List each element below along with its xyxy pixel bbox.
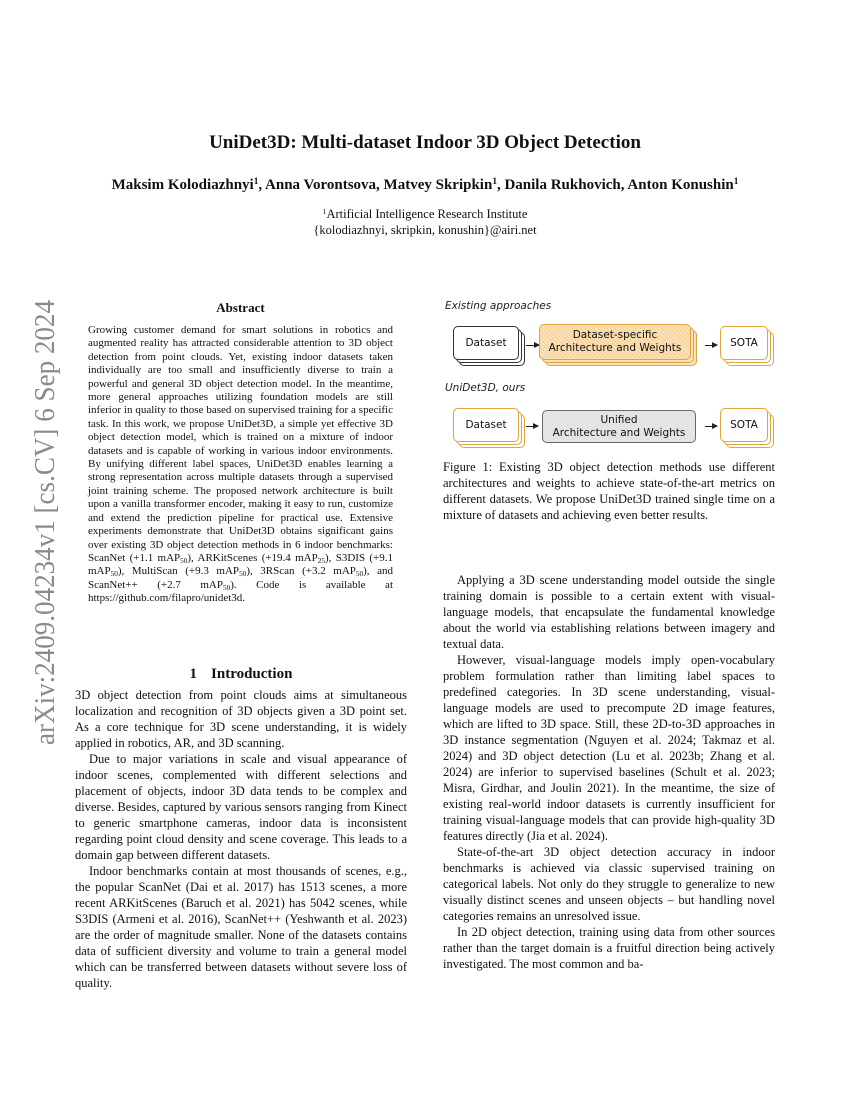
- paragraph: In 2D object detection, training using data from other sources rather than the target domain is a fruitful direction being actively investigated. The most common and ba-: [443, 925, 775, 971]
- abstract-text: Growing customer demand for smart solutions in robotics and augmented reality has attracted considerable attention to 3D object detection from point clouds. Yet, existing indoor datasets taken individually are too small and insufficiently diverse to train a powerful and general 3D object detection model. In the meantime, more general approaches utilizing foundation models are still inferior in quality to those based on supervised training for a specific task. In this work, we propose UniDet3D, a simple yet effective 3D object detection model, which is trained on a mixture of indoor datasets and is capable of working in various indoor environments. By unifying different label spaces, UniDet3D enables learning a strong representation across multiple datasets through a supervised joint training scheme. The proposed network architecture is built upon a vanilla transformer encoder, making it easy to run, customize and extend the prediction pipeline for practical use. Extensive experiments demonstrate that UniDet3D obtains significant gains over existing 3D object detection methods in 6 indoor benchmarks: ScanNet (+1.1 mAP: [88, 324, 393, 564]
- figure-1-caption: Figure 1: Existing 3D object detection methods use different architectures and weights to achieve state-of-the-art metrics on different datasets. We propose UniDet3D trained single time on a mixture of datasets and achieving even better results.: [443, 460, 775, 522]
- dataset-specific-stack: [539, 324, 699, 368]
- abstract-text: ), 3RScan (+3.2 mAP: [246, 565, 356, 578]
- dataset-stack: [453, 326, 531, 368]
- abstract-heading: Abstract: [216, 300, 265, 315]
- unidet3d-ours-label: UniDet3D, ours: [445, 382, 526, 394]
- author-name: , Danila Rukhovich, Anton Konushin: [496, 177, 734, 193]
- metric-subscript: 50: [239, 570, 247, 579]
- affiliation-block: [0, 206, 850, 238]
- sota-stack: [720, 326, 780, 368]
- right-column-body: [443, 572, 775, 972]
- dataset-box: Dataset: [453, 408, 519, 442]
- existing-approaches-label: Existing approaches: [445, 300, 552, 312]
- dataset-specific-box: [539, 324, 691, 360]
- dataset-stack: [453, 408, 531, 450]
- paragraph: Due to major variations in scale and visual appearance of indoor scenes, complemented with different selections and placement of objects, indoor 3D data tends to be complex and diverse. Besides, captured by various sensors ranging from Kinect to generic smartphone cameras, indoor data is inconsistent regarding point cloud density and scene coverage. This leads to a domain gap between different datasets.: [75, 752, 407, 862]
- metric-subscript: 25: [317, 557, 325, 566]
- box-label: Dataset-specific: [572, 329, 658, 341]
- paragraph: 3D object detection from point clouds aims at simultaneous localization and recognition of 3D objects given a 3D point set. As a core technique for 3D scene understanding, it is widely applied in robotics, AR, and 3D scanning.: [75, 688, 407, 750]
- abstract-text: ). Code is available at https://github.com/filapro/unidet3d.: [88, 578, 393, 605]
- left-column-body: [75, 687, 407, 991]
- dataset-box: Dataset: [453, 326, 519, 360]
- box-label: Architecture and Weights: [552, 426, 686, 439]
- institute-name: Artificial Intelligence Research Institute: [326, 207, 528, 221]
- metric-subscript: 50: [355, 570, 364, 579]
- box-label: Unified: [600, 413, 638, 426]
- abstract-text: ), MultiScan (+9.3 mAP: [117, 565, 240, 578]
- arrow-right-icon: [526, 345, 539, 346]
- unified-model-box: [542, 410, 696, 443]
- arxiv-identifier-stamp: [8, 300, 68, 745]
- metric-subscript: 50: [180, 557, 188, 566]
- paragraph: However, visual-language models imply open-vocabulary problem formulation rather than limiting label spaces to predefined categories. In 3D scene understanding, visual-language models are used to precompute 2D image features, which are lifted to 3D space. Still, these 2D-to-3D approaches in 3D instance segmentation (Nguyen et al. 2024; Takmaz et al. 2024) and 3D object detection (Lu et al. 2023b; Zhang et al. 2024) are inferior to supervised baselines (Schult et al. 2023; Misra, Girdhar, and Joulin 2021). In the meantime, the size of existing real-world indoor datasets is currently insufficient for training visual-language models that can provide high-quality 3D features directly (Jia et al. 2024).: [443, 653, 775, 843]
- sota-box: SOTA: [720, 408, 768, 442]
- abstract-text: ), and ScanNet++ (+2.7 mAP: [88, 565, 394, 591]
- abstract-body: [88, 324, 393, 606]
- affiliation-mark: 1: [733, 176, 739, 187]
- author-emails: {kolodiazhnyi, skripkin, konushin}@airi.net: [313, 223, 537, 237]
- author-list: [0, 177, 850, 194]
- affiliation-mark: 1: [492, 176, 497, 187]
- sota-stack: [720, 408, 780, 450]
- affiliation-mark: 1: [253, 176, 259, 187]
- author-name: , Anna Vorontsova, Matvey Skripkin: [258, 177, 493, 193]
- author-name: Maksim Kolodiazhnyi: [111, 177, 254, 193]
- arxiv-stamp-text: arXiv:2409.04234v1 [cs.CV] 6 Sep 2024: [29, 300, 61, 745]
- section-title: Introduction: [211, 666, 293, 682]
- metric-subscript: 50: [222, 583, 231, 592]
- paragraph: State-of-the-art 3D object detection accuracy in indoor benchmarks is achieved via classic supervised training on categorical labels. Not only do they struggle to generalize to new visually distinct scenes and unseen objects – but handling novel categories remains an unresolved issue.: [443, 845, 775, 923]
- arrow-right-icon: [705, 426, 717, 427]
- metric-subscript: 50: [110, 570, 118, 579]
- abstract-text: ), ARKitScenes (+19.4 mAP: [187, 551, 318, 564]
- paragraph: Indoor benchmarks contain at most thousands of scenes, e.g., the popular ScanNet (Dai et al. 2017) has 1513 scenes, a more recent ARKitScenes (Baruch et al. 2021) has 5042 scenes, while S3DIS (Armeni et al. 2016), ScanNet++ (Yeshwanth et al. 2023) are the order of magnitude smaller. None of the datasets contains data of sufficient diversity and volume to train a general model which can be transferred between datasets without severe loss of quality.: [75, 864, 407, 990]
- sota-box: SOTA: [720, 326, 768, 360]
- abstract-text: ), S3DIS (+9.1 mAP: [88, 551, 393, 578]
- affiliation-mark: 1: [322, 206, 327, 216]
- paper-title: UniDet3D: Multi-dataset Indoor 3D Object Detection: [209, 132, 641, 153]
- section-heading-introduction: [75, 666, 407, 683]
- paragraph: Applying a 3D scene understanding model outside the single training domain is possible to a certain extent with visual-language models, that encapsulate the fundamental knowledge about the world via establishing relations between imagery and textual data.: [443, 573, 775, 651]
- unified-model-box-wrap: [542, 410, 697, 444]
- arrow-right-icon: [705, 345, 717, 346]
- figure-1-diagram: [443, 295, 783, 450]
- arrow-right-icon: [526, 426, 538, 427]
- box-label: Architecture and Weights: [548, 342, 682, 354]
- section-number: 1: [189, 666, 198, 682]
